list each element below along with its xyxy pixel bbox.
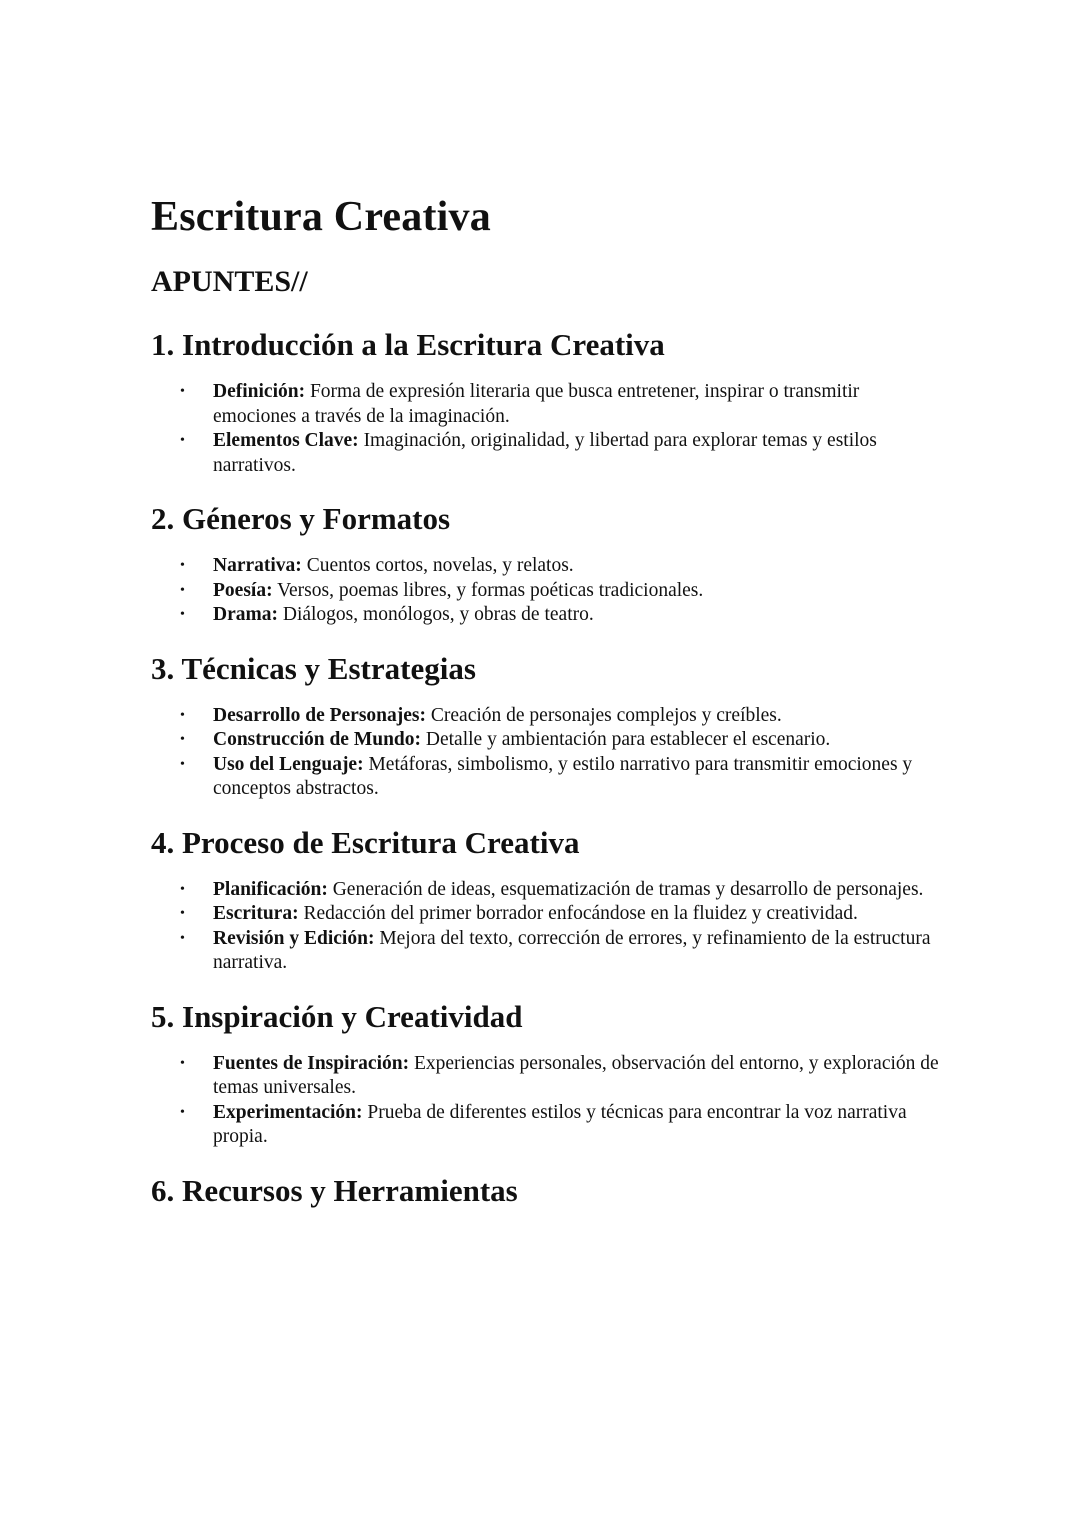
item-term: Escritura: (213, 903, 299, 924)
document-content (151, 190, 941, 1232)
list-item (180, 1101, 941, 1150)
bullet-list (151, 704, 941, 802)
list-item (180, 429, 941, 478)
section-inspiracion (151, 996, 941, 1150)
section-heading: 3. Técnicas y Estrategias (151, 650, 476, 686)
item-text: Forma de expresión literaria que busca entretener, inspirar o transmitir emociones a través de la imaginación. (213, 381, 860, 427)
item-term: Revisión y Edición: (213, 927, 375, 949)
section-heading: 2. Géneros y Formatos (151, 501, 451, 536)
list-item (180, 603, 941, 628)
document-title: Escritura Creativa (151, 194, 491, 240)
bullet-list (151, 878, 941, 976)
item-text: Diálogos, monólogos, y obras de teatro. (277, 604, 594, 625)
section-recursos (151, 1170, 941, 1212)
list-item (180, 380, 941, 429)
list-item (180, 1052, 941, 1101)
item-term: Poesía: (213, 579, 273, 601)
item-term: Elementos Clave: (213, 430, 359, 451)
item-text: Prueba de diferentes estilos y técnicas para encontrar la voz narrativa propia. (213, 1101, 907, 1147)
section-heading: 6. Recursos y Herramientas (151, 1172, 518, 1208)
bullet-icon: • (180, 1104, 185, 1120)
bullet-icon: • (180, 607, 185, 622)
bullet-icon: • (180, 558, 185, 573)
list-item (180, 728, 941, 753)
list-item (180, 753, 941, 802)
bullet-icon: • (180, 1055, 185, 1071)
item-text: Imaginación, originalidad, y libertad para explorar temas y estilos narrativos. (213, 430, 877, 476)
bullet-icon: • (180, 881, 185, 897)
list-item (180, 554, 941, 579)
list-item (180, 927, 941, 976)
item-text: Mejora del texto, corrección de errores, y refinamiento de la estructura narrativa. (213, 927, 931, 973)
item-term: Planificación: (213, 878, 328, 900)
bullet-icon: • (180, 732, 185, 747)
bullet-list (151, 380, 941, 478)
item-text: Creación de personajes complejos y creíbles. (426, 704, 782, 726)
bullet-icon: • (180, 756, 185, 772)
item-term: Definición: (213, 381, 306, 402)
list-item (180, 878, 941, 903)
bullet-icon: • (180, 906, 185, 921)
section-generos (151, 498, 941, 628)
item-term: Drama: (213, 604, 278, 625)
section-heading: 5. Inspiración y Creatividad (151, 998, 523, 1034)
section-tecnicas (151, 648, 941, 802)
item-text: Experiencias personales, observación del entorno, y exploración de temas universales. (213, 1052, 939, 1098)
item-text: Detalle y ambientación para establecer el escenario. (421, 729, 831, 750)
item-term: Fuentes de Inspiración: (213, 1052, 410, 1074)
section-heading: 4. Proceso de Escritura Creativa (151, 824, 580, 860)
section-heading: 1. Introducción a la Escritura Creativa (151, 327, 665, 362)
section-proceso (151, 822, 941, 976)
item-term: Construcción de Mundo: (213, 729, 422, 750)
bullet-list (151, 554, 941, 628)
item-text: Versos, poemas libres, y formas poéticas tradicionales. (272, 579, 704, 601)
item-term: Desarrollo de Personajes: (213, 704, 427, 726)
document-subtitle: APUNTES// (151, 265, 308, 298)
list-item (180, 902, 941, 927)
item-term: Narrativa: (213, 555, 302, 576)
item-text: Cuentos cortos, novelas, y relatos. (301, 555, 574, 576)
item-term: Experimentación: (213, 1101, 363, 1123)
item-text: Metáforas, simbolismo, y estilo narrativo para transmitir emociones y conceptos abstractos. (213, 753, 913, 799)
bullet-icon: • (180, 930, 185, 946)
item-text: Generación de ideas, esquematización de tramas y desarrollo de personajes. (327, 878, 924, 900)
item-text: Redacción del primer borrador enfocándose en la fluidez y creatividad. (298, 903, 858, 924)
bullet-icon: • (180, 433, 185, 448)
bullet-icon: • (180, 582, 185, 598)
bullet-list (151, 1052, 941, 1150)
item-term: Uso del Lenguaje: (213, 753, 364, 775)
list-item (180, 704, 941, 729)
bullet-icon: • (180, 384, 185, 399)
bullet-icon: • (180, 707, 185, 723)
section-introduccion (151, 324, 941, 478)
list-item (180, 579, 941, 604)
